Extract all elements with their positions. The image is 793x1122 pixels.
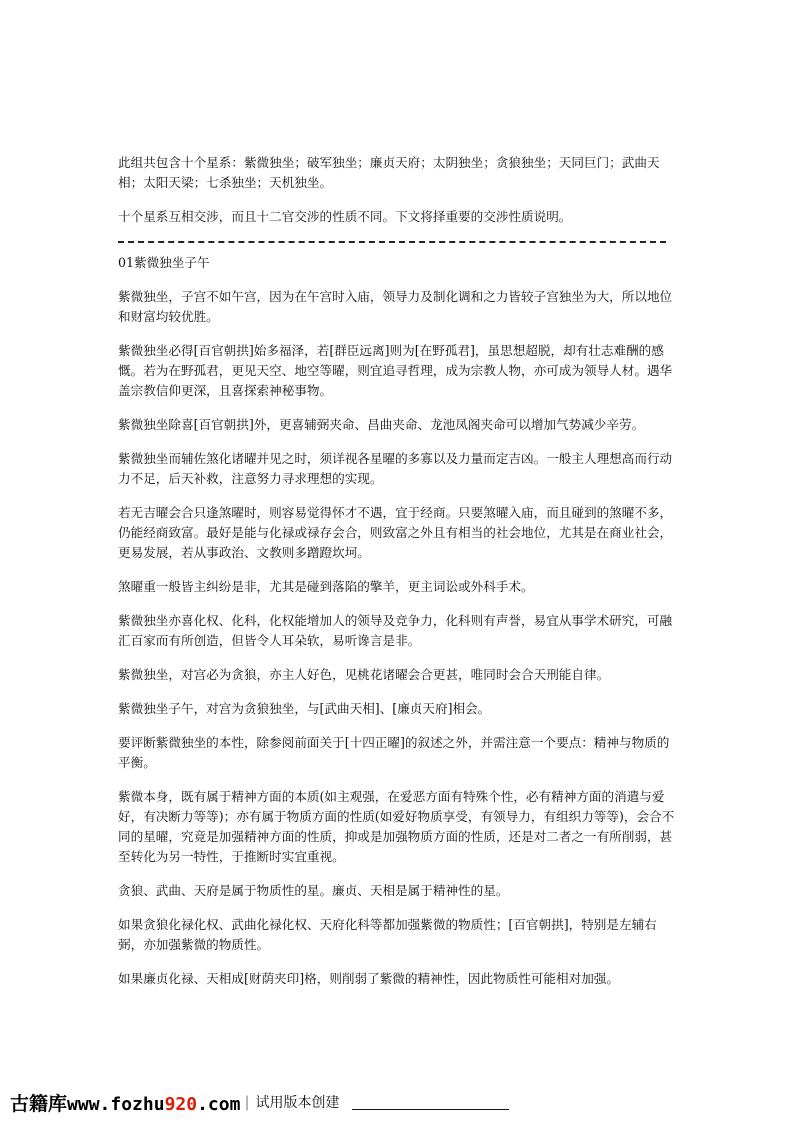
body-paragraph: 紫微独坐，对宫必为贪狼，亦主人好色，见桃花诸曜会合更甚，唯同时会合天刑能自律。 [118, 667, 610, 682]
intro-paragraph-1: 此组共包含十个星系：紫微独坐；破军独坐；廉贞天府；太阴独坐；贪狼独坐；天同巨门；武曲天相；太阳天梁；七杀独坐；天机独坐。 [118, 155, 660, 190]
watermark-footer [10, 1089, 509, 1115]
watermark-logo [10, 1089, 240, 1116]
body-paragraph: 紫微独坐除喜[百官朝拱]外，更喜辅弼夹命、昌曲夹命、龙池凤阁夹命可以增加气势减少辛劳。 [118, 417, 645, 432]
body-paragraph: 紫微独坐而辅佐煞化诸曜并见之时，须详视各星曜的多寡以及力量而定吉凶。一般主人理想高而行动力不足，后天补救，注意努力寻求理想的实现。 [118, 451, 673, 486]
site-suffix: .com [197, 1093, 241, 1115]
dashed-divider [118, 241, 666, 243]
body-paragraph: 如果廉贞化禄、天相成[财荫夹印]格，则削弱了紫微的精神性，因此物质性可能相对加强。 [118, 971, 619, 986]
document-body [118, 153, 678, 1003]
site-number: 920 [164, 1093, 198, 1115]
logo-text: 古籍库 [10, 1092, 68, 1115]
body-paragraph: 紫微独坐亦喜化权、化科，化权能增加人的领导及竞争力，化科则有声誉，易宜从事学术研究，可融汇百家而有所创造，但皆令人耳朵软，易听谗言是非。 [118, 613, 673, 648]
body-paragraph: 紫微独坐，子宫不如午宫，因为在午宫时入庙，领导力及制化调和之力皆较子宫独坐为大，所以地位和财富均较优胜。 [118, 289, 673, 324]
site-prefix: www.fozhu [67, 1093, 165, 1115]
body-paragraph: 紫微本身，既有属于精神方面的本质(如主观强，在爱恶方面有特殊个性，必有精神方面的消遣与爱好，有决断力等等)；亦有属于物质方面的性质(如爱好物质享受，有领导力，有组织力等等)，会合不同的星曜，究竟是加强精神方面的性质，抑或是加强物质方面的性质，还是对二者之一有所削弱，甚至转化为另一特性，于推断时实宜重视。 [118, 789, 675, 864]
trial-version-note: 试用版本创建 [255, 1095, 340, 1111]
footer-separator: | [244, 1093, 250, 1111]
intro-paragraph-2: 十个星系互相交涉，而且十二官交涉的性质不同。下文将择重要的交涉性质说明。 [118, 209, 572, 224]
signature-line [352, 1095, 509, 1110]
body-paragraph: 若无吉曜会合只逢煞曜时，则容易觉得怀才不遇，宜于经商。只要煞曜入庙，而且碰到的煞曜不多，仍能经商致富。最好是能与化禄或禄存会合，则致富之外且有相当的社会地位，尤其是在商业社会，更易发展，若从事政治、文教则多蹭蹬坎坷。 [118, 505, 673, 560]
body-paragraph: 要评断紫微独坐的本性，除参阅前面关于[十四正曜]的叙述之外，并需注意一个要点：精神与物质的平衡。 [118, 735, 670, 770]
body-paragraph: 如果贪狼化禄化权、武曲化禄化权、天府化科等都加强紫微的物质性；[百官朝拱]，特别是左辅右弼，亦加强紫微的物质性。 [118, 917, 657, 952]
body-paragraph: 煞曜重一般皆主纠纷是非，尤其是碰到落陷的擎羊，更主词讼或外科手术。 [118, 579, 534, 594]
body-paragraph: 紫微独坐子午，对宫为贪狼独坐，与[武曲天相]、[廉贞天府]相会。 [118, 701, 491, 716]
body-paragraph: 紫微独坐必得[百官朝拱]始多福泽，若[群臣远离]则为[在野孤君]，虽思想超脱，却有壮志难酬的感慨。若为在野孤君，更见天空、地空等曜，则宜追寻哲理，成为宗教人物，亦可成为领导人材。遇华盖宗教信仰更深，且喜探索神秘事物。 [118, 343, 673, 398]
body-paragraph: 贪狼、武曲、天府是属于物质性的星。廉贞、天相是属于精神性的星。 [118, 883, 509, 898]
section-title: 01紫微独坐子午 [118, 255, 210, 270]
